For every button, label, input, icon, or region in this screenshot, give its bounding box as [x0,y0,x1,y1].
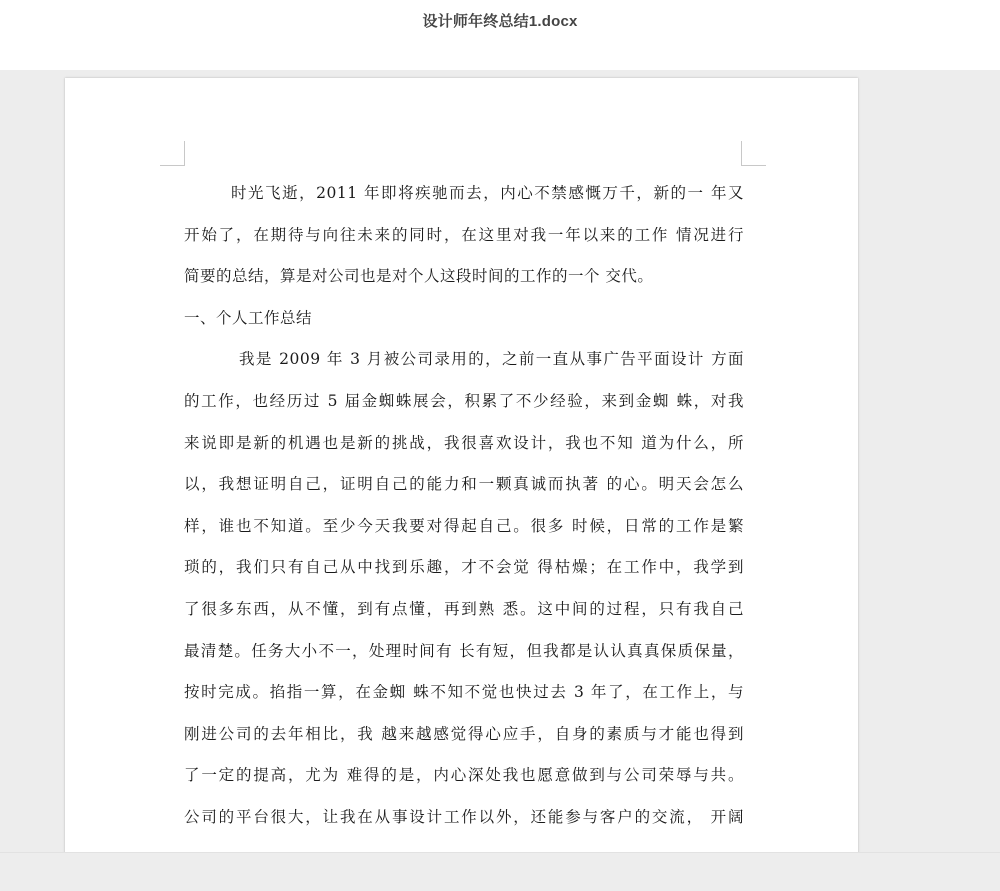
document-page[interactable] [65,78,858,868]
paragraph-line: 的工作，也经历过 5 届金蜘蛛展会，积累了不少经验，来到金蜘 蛛，对我 [184,391,744,410]
document-title: 设计师年终总结1.docx [422,13,578,30]
paragraph-line: 以，我想证明自己，证明自己的能力和一颗真诚而执著 的心。明天会怎么 [184,475,744,494]
paragraph-line: 最清楚。任务大小不一，处理时间有 长有短，但我都是认认真真保质保量， [184,641,744,660]
paragraph-line: 时光飞逝，2011 年即将疾驰而去，内心不禁感慨万千，新的一 年又 [231,184,744,202]
paragraph-line: 开始了，在期待与向往未来的同时，在这里对我一年以来的工作 情况进行 [184,225,744,244]
paragraph-line: 了一定的提高，尤为 难得的是，内心深处我也愿意做到与公司荣辱与共。 [184,766,744,785]
title-bar [0,0,1000,70]
paragraph-line: 琐的，我们只有自己从中找到乐趣，才不会觉 得枯燥；在工作中，我学到 [184,558,744,577]
margin-corner-mark-right [741,141,766,166]
paragraph-line: 了很多东西，从不懂，到有点懂，再到熟 悉。这中间的过程，只有我自己 [184,599,744,618]
document-body[interactable] [184,173,744,839]
paragraph-line: 公司的平台很大，让我在从事设计工作以外，还能参与客户的交流， 开阔 [184,807,744,826]
paragraph-line: 简要的总结，算是对公司也是对个人这段时间的工作的一个 交代。 [184,267,654,286]
paragraph-line: 我是 2009 年 3 月被公司录用的，之前一直从事广告平面设计 方面 [239,350,744,369]
paragraph-line: 样，谁也不知道。至少今天我要对得起自己。很多 时候，日常的工作是繁 [184,516,744,535]
bottom-bar [0,852,1000,891]
paragraph-line: 刚进公司的去年相比，我 越来越感觉得心应手，自身的素质与才能也得到 [184,724,744,743]
section-heading: 一、个人工作总结 [184,308,313,327]
paragraph-line: 按时完成。掐指一算，在金蜘 蛛不知不觉也快过去 3 年了，在工作上，与 [184,683,744,702]
margin-corner-mark-left [160,141,185,166]
paragraph-line: 来说即是新的机遇也是新的挑战，我很喜欢设计，我也不知 道为什么，所 [184,433,744,452]
